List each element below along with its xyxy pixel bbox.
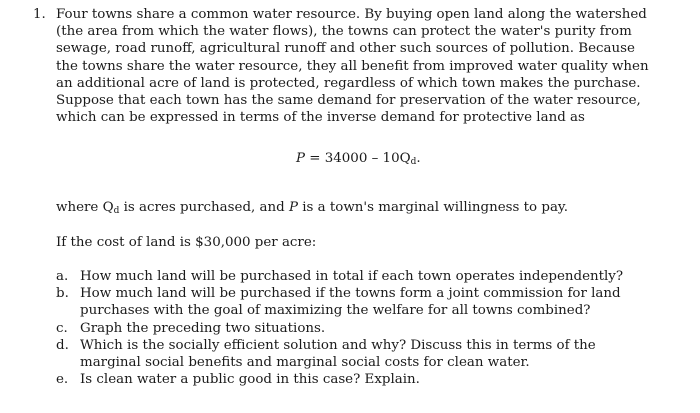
where-q-sub: d xyxy=(113,206,120,216)
sub-question-letter: e. xyxy=(56,372,69,388)
sub-question-line: Graph the preceding two situations. xyxy=(80,320,326,336)
sub-question-line: Is clean water a public good in this case? Explain. xyxy=(80,372,420,388)
sub-questions xyxy=(56,268,696,388)
formula-subscript: d xyxy=(410,157,417,167)
sub-question-d xyxy=(56,337,696,371)
sub-question-letter: d. xyxy=(56,337,69,353)
where-q: Q xyxy=(102,200,114,215)
sub-question-line: marginal social benefits and marginal social costs for clean water. xyxy=(80,355,530,371)
formula-lhs: P xyxy=(296,151,306,166)
stem-line: Suppose that each town has the same demand for preservation of the water resource, xyxy=(56,93,641,109)
where-p: P xyxy=(288,200,298,215)
where-end: is a town's marginal willingness to pay. xyxy=(298,200,568,215)
sub-question-line: How much land will be purchased in total if each town operates independently? xyxy=(80,269,624,284)
sub-question-b xyxy=(56,285,696,319)
sub-question-line: purchases with the goal of maximizing the welfare for all towns combined? xyxy=(80,303,591,319)
sub-question-e xyxy=(56,371,696,388)
definition-line xyxy=(56,199,568,220)
sub-question-letter: c. xyxy=(56,320,68,336)
stem-line: an additional acre of land is protected, regardless of which town makes the purchase. xyxy=(56,75,641,91)
stem-line: sewage, road runoff, agricultural runoff and other such sources of pollution. Because xyxy=(56,41,635,57)
sub-question-c xyxy=(56,320,696,337)
sub-question-line: How much land will be purchased if the towns form a joint commission for land xyxy=(80,286,621,302)
question-stem xyxy=(56,6,696,126)
sub-question-line: Which is the socially efficient solution and why? Discuss this in terms of the xyxy=(80,337,596,353)
stem-line: Four towns share a common water resource. By buying open land along the watershed xyxy=(56,7,647,22)
stem-line: (the area from which the water flows), the towns can protect the water's purity from xyxy=(56,24,632,40)
where-mid: is acres purchased, and xyxy=(119,200,289,215)
where-lead: where xyxy=(56,200,103,215)
formula-trail: . xyxy=(416,151,421,166)
demand-formula xyxy=(296,150,421,171)
cost-statement: If the cost of land is $30,000 per acre: xyxy=(56,235,317,250)
sub-question-a xyxy=(56,268,696,285)
question-number: 1. xyxy=(33,7,46,22)
sub-question-letter: a. xyxy=(56,269,69,284)
sub-question-letter: b. xyxy=(56,286,69,302)
stem-line: which can be expressed in terms of the inverse demand for protective land as xyxy=(56,110,585,126)
stem-line: the towns share the water resource, they all benefit from improved water quality when xyxy=(56,58,649,74)
formula-rhs: = 34000 – 10Q xyxy=(305,151,411,166)
